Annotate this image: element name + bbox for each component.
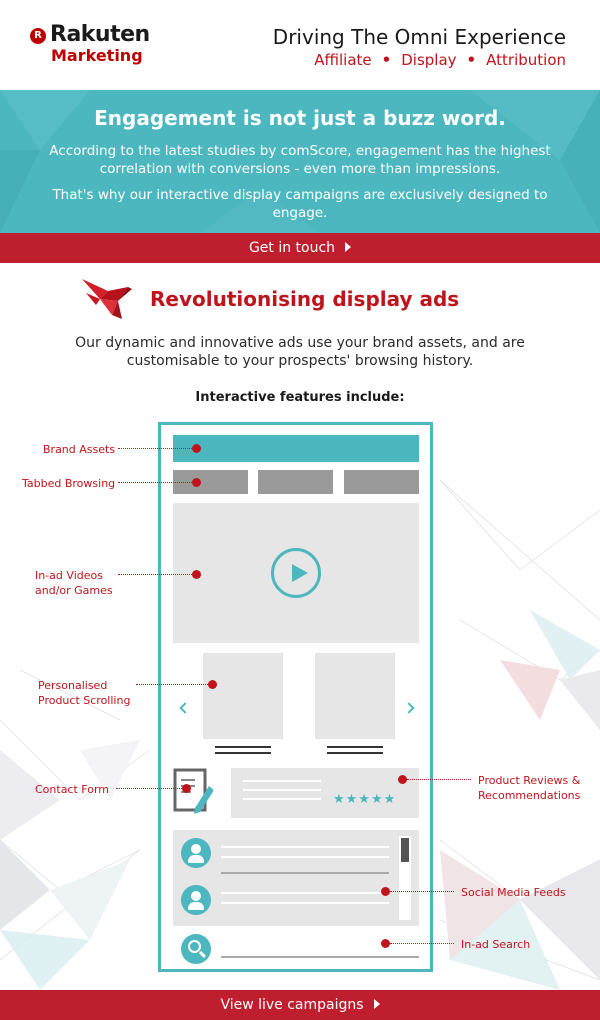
ad-mockup-frame: [158, 422, 433, 972]
arrow-right-icon: [345, 242, 351, 252]
play-icon[interactable]: [271, 548, 321, 598]
rating-stars: ★★★★★: [333, 792, 397, 807]
callout-dot: [208, 680, 217, 689]
product-caption-line: [215, 752, 271, 754]
rakuten-marketing-logo[interactable]: [30, 22, 190, 72]
logo-word: Rakuten: [50, 22, 150, 47]
feed-line: [221, 902, 389, 904]
callout-dot: [192, 478, 201, 487]
product-caption-line: [215, 746, 271, 748]
tab-3[interactable]: [344, 470, 419, 494]
callout-in-ad-search: In-ad Search: [461, 938, 531, 951]
callout-line: [136, 684, 208, 685]
review-line: [243, 789, 321, 791]
product-card-1[interactable]: [203, 653, 283, 739]
arrow-right-icon: [374, 999, 380, 1009]
user-avatar-icon: [181, 838, 211, 868]
brand-assets-bar: [173, 435, 419, 462]
banner-paragraph-1: According to the latest studies by comScore, engagement has the highest correlation with conversions - even more than impressions.: [49, 143, 551, 177]
callout-line: [116, 788, 182, 789]
get-in-touch-label: Get in touch: [248, 240, 336, 256]
product-caption-line: [327, 746, 383, 748]
review-line: [243, 798, 321, 800]
product-reviews-box[interactable]: [231, 768, 419, 818]
separator-dot: •: [381, 51, 392, 69]
review-line: [243, 780, 321, 782]
callout-dot: [192, 444, 201, 453]
chevron-left-icon[interactable]: [179, 702, 190, 713]
callout-dot: [182, 784, 191, 793]
callout-videos-2: and/or Games: [35, 584, 113, 597]
header: [0, 0, 600, 90]
features-heading: Interactive features include:: [195, 390, 405, 405]
contact-form-icon[interactable]: [173, 768, 213, 816]
view-live-campaigns-label: View live campaigns: [220, 997, 364, 1013]
callout-line: [118, 448, 192, 449]
section-description: Our dynamic and innovative ads use your brand assets, and are customisable to your prospects' browsing history.: [75, 335, 525, 369]
callout-dot: [381, 939, 390, 948]
callout-contact-form: Contact Form: [35, 783, 110, 796]
section-title: Revolutionising display ads: [150, 287, 460, 311]
callout-brand-assets: Brand Assets: [43, 443, 116, 456]
callout-product-1: Personalised: [38, 679, 108, 692]
callout-reviews-1: Product Reviews &: [478, 774, 581, 787]
callout-dot: [192, 570, 201, 579]
callout-dot: [398, 775, 407, 784]
callout-videos-1: In-ad Videos: [35, 569, 103, 582]
product-caption-line: [327, 752, 383, 754]
callout-line: [390, 943, 454, 944]
product-card-2[interactable]: [315, 653, 395, 739]
view-live-campaigns-button[interactable]: [0, 990, 600, 1020]
logo-badge: R: [30, 28, 46, 44]
search-icon[interactable]: [181, 934, 211, 964]
callout-reviews-2: Recommendations: [478, 789, 581, 802]
video-area[interactable]: [173, 503, 419, 643]
feed-line: [221, 846, 389, 848]
feed-line: [221, 892, 389, 894]
callout-dot: [381, 887, 390, 896]
separator-dot: •: [466, 51, 477, 69]
link-attribution[interactable]: Attribution: [486, 51, 566, 69]
callout-line: [390, 891, 454, 892]
tab-2[interactable]: [258, 470, 333, 494]
logo-sub: Marketing: [51, 46, 143, 65]
link-affiliate[interactable]: Affiliate: [314, 51, 372, 69]
link-display[interactable]: Display: [401, 51, 457, 69]
tagline-title: Driving The Omni Experience: [272, 25, 566, 49]
social-feed-box[interactable]: [173, 830, 419, 926]
callout-line: [118, 574, 192, 575]
get-in-touch-button[interactable]: [0, 233, 600, 263]
bird-icon: [82, 275, 132, 321]
feed-divider: [221, 872, 389, 874]
callout-line: [407, 779, 471, 780]
callout-tabbed-browsing: Tabbed Browsing: [22, 477, 116, 490]
banner-heading: Engagement is not just a buzz word.: [94, 106, 506, 130]
tagline-links: [273, 50, 566, 70]
callout-product-2: Product Scrolling: [38, 694, 131, 707]
callout-social-feeds: Social Media Feeds: [461, 886, 566, 899]
search-input-line[interactable]: [221, 956, 419, 958]
tagline: [273, 25, 566, 70]
feed-scrollbar[interactable]: [399, 836, 411, 920]
banner-paragraph-2: That's why our interactive display campaigns are exclusively designed to engage.: [52, 187, 548, 221]
chevron-right-icon[interactable]: [403, 702, 414, 713]
user-avatar-icon: [181, 885, 211, 915]
engagement-banner: [0, 90, 600, 233]
scrollbar-thumb[interactable]: [401, 838, 409, 862]
feed-line: [221, 856, 389, 858]
callout-line: [118, 482, 192, 483]
